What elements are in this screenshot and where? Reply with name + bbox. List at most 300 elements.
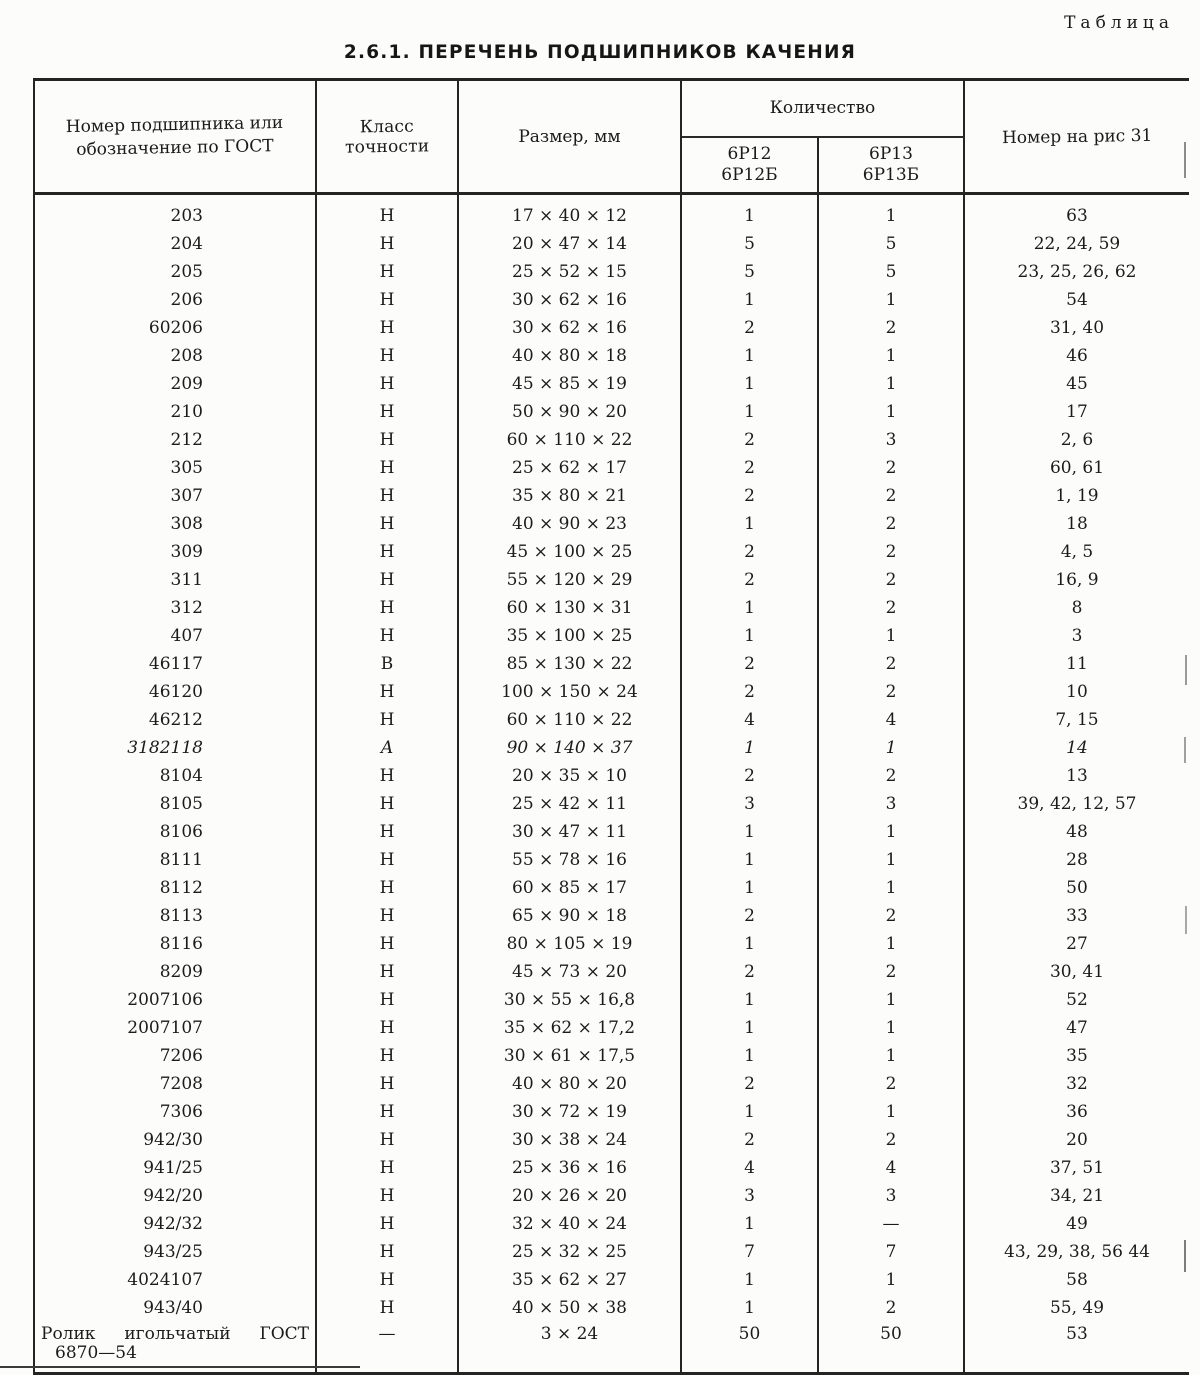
- cell-size: 60 × 110 × 22: [458, 706, 681, 734]
- cell-size: 40 × 90 × 23: [458, 510, 681, 538]
- cell-size: 30 × 62 × 16: [458, 314, 681, 342]
- cell-qty-6r12: 1: [681, 1098, 818, 1126]
- cell-bearing-number: 943/25: [34, 1238, 316, 1266]
- cell-qty-6r12: 7: [681, 1238, 818, 1266]
- cell-figure-number: 1, 19: [1055, 486, 1099, 506]
- table-row: [34, 370, 1189, 398]
- cell-qty-6r13: 1: [818, 1266, 964, 1294]
- cell-qty-6r12: 2: [681, 482, 818, 510]
- cell-accuracy-class: Н: [316, 342, 458, 370]
- cell-size: 45 × 73 × 20: [458, 958, 681, 986]
- cell-bearing-number: 46212: [34, 706, 316, 734]
- cell-accuracy-class: Н: [316, 1126, 458, 1154]
- table-row: [34, 930, 1189, 958]
- cell-size: 40 × 80 × 20: [458, 1070, 681, 1098]
- cell-qty-6r13: 2: [818, 762, 964, 790]
- table-corner-label: Таблица: [1064, 13, 1174, 33]
- cell-size: 25 × 42 × 11: [458, 790, 681, 818]
- cell-size: 32 × 40 × 24: [458, 1210, 681, 1238]
- cell-accuracy-class: А: [316, 734, 458, 762]
- cell-figure-number: 13: [1066, 766, 1088, 786]
- cell-figure-number: 53: [1066, 1324, 1088, 1344]
- cell-qty-6r12: 2: [681, 426, 818, 454]
- table-row: [34, 818, 1189, 846]
- cell-figure-number: 8: [1071, 598, 1083, 618]
- cell-qty-6r12: 1: [681, 398, 818, 426]
- scan-artifact: [1185, 906, 1187, 934]
- cell-qty-6r12: 1: [681, 986, 818, 1014]
- scan-artifact: [1184, 142, 1186, 178]
- cell-accuracy-class: Н: [316, 762, 458, 790]
- cell-accuracy-class: Н: [316, 1266, 458, 1294]
- table-header: [34, 80, 1189, 194]
- cell-qty-6r12: 1: [681, 342, 818, 370]
- cell-accuracy-class: Н: [316, 622, 458, 650]
- cell-accuracy-class: В: [316, 650, 458, 678]
- cell-accuracy-class: Н: [316, 1098, 458, 1126]
- cell-size: 35 × 62 × 27: [458, 1266, 681, 1294]
- table-row: [34, 426, 1189, 454]
- cell-qty-6r13: 2: [818, 510, 964, 538]
- cell-bearing-number: 4024107: [34, 1266, 316, 1294]
- cell-accuracy-class: Н: [316, 1014, 458, 1042]
- cell-qty-6r12: 50: [681, 1322, 818, 1374]
- cell-qty-6r12: 2: [681, 566, 818, 594]
- cell-bearing-number: 210: [34, 398, 316, 426]
- bearings-table: [33, 78, 1189, 1375]
- cell-figure-number: 46: [1066, 346, 1088, 366]
- cell-figure-number: 63: [1066, 206, 1088, 226]
- cell-size: 55 × 120 × 29: [458, 566, 681, 594]
- cell-size: 50 × 90 × 20: [458, 398, 681, 426]
- cell-accuracy-class: Н: [316, 510, 458, 538]
- table-row: [34, 194, 1189, 231]
- cell-bearing-number: 8116: [34, 930, 316, 958]
- cell-accuracy-class: Н: [316, 538, 458, 566]
- table-row: [34, 1042, 1189, 1070]
- cell-accuracy-class: Н: [316, 426, 458, 454]
- cell-qty-6r13: 7: [818, 1238, 964, 1266]
- cell-bearing-number: 8106: [34, 818, 316, 846]
- cell-size: 35 × 62 × 17,2: [458, 1014, 681, 1042]
- cell-qty-6r12: 1: [681, 930, 818, 958]
- cell-figure-number: 30, 41: [1049, 962, 1105, 982]
- cell-figure-number: 55, 49: [1049, 1298, 1105, 1318]
- cell-qty-6r12: 4: [681, 706, 818, 734]
- cell-size: 30 × 61 × 17,5: [458, 1042, 681, 1070]
- cell-accuracy-class: Н: [316, 678, 458, 706]
- cell-bearing-number: 7206: [34, 1042, 316, 1070]
- cell-accuracy-class: Н: [316, 1070, 458, 1098]
- cell-qty-6r13: 1: [818, 734, 964, 762]
- cell-size: 20 × 35 × 10: [458, 762, 681, 790]
- cell-qty-6r13: 5: [818, 258, 964, 286]
- cell-figure-number: 33: [1066, 906, 1088, 926]
- cell-bearing-number: 206: [34, 286, 316, 314]
- cell-accuracy-class: Н: [316, 818, 458, 846]
- cell-accuracy-class: Н: [316, 1294, 458, 1322]
- cell-bearing-number: 307: [34, 482, 316, 510]
- cell-qty-6r12: 2: [681, 762, 818, 790]
- cell-bearing-number: 312: [34, 594, 316, 622]
- table-row: [34, 1126, 1189, 1154]
- cell-figure-number: 39, 42, 12, 57: [1017, 794, 1137, 814]
- cell-accuracy-class: Н: [316, 370, 458, 398]
- cell-qty-6r12: 3: [681, 1182, 818, 1210]
- cell-qty-6r12: 1: [681, 846, 818, 874]
- cell-bearing-number: 309: [34, 538, 316, 566]
- table-row: [34, 958, 1189, 986]
- cell-qty-6r13: 2: [818, 538, 964, 566]
- cell-accuracy-class: Н: [316, 594, 458, 622]
- cell-accuracy-class: Н: [316, 1182, 458, 1210]
- cell-qty-6r13: 1: [818, 370, 964, 398]
- cell-accuracy-class: Н: [316, 454, 458, 482]
- cell-size: 45 × 85 × 19: [458, 370, 681, 398]
- cell-bearing-number: 46117: [34, 650, 316, 678]
- cell-bearing-number: 8113: [34, 902, 316, 930]
- table-row: [34, 790, 1189, 818]
- table-row: [34, 1210, 1189, 1238]
- cell-bearing-number: 205: [34, 258, 316, 286]
- cell-size: 100 × 150 × 24: [458, 678, 681, 706]
- cell-size: 55 × 78 × 16: [458, 846, 681, 874]
- cell-figure-number: 50: [1066, 878, 1088, 898]
- cell-qty-6r13: 4: [818, 1154, 964, 1182]
- cell-qty-6r12: 1: [681, 1014, 818, 1042]
- cell-qty-6r12: 1: [681, 510, 818, 538]
- cell-qty-6r13: 3: [818, 426, 964, 454]
- table-body: [34, 194, 1189, 1374]
- cell-accuracy-class: Н: [316, 986, 458, 1014]
- cell-size: 30 × 47 × 11: [458, 818, 681, 846]
- cell-bearing-number: 8104: [34, 762, 316, 790]
- cell-figure-number: 45: [1066, 374, 1088, 394]
- cell-figure-number: 35: [1066, 1046, 1088, 1066]
- table-row: [34, 258, 1189, 286]
- table-row: [34, 510, 1189, 538]
- cell-qty-6r13: 2: [818, 678, 964, 706]
- table-row: [34, 1238, 1189, 1266]
- page-title: 2.6.1. ПЕРЕЧЕНЬ ПОДШИПНИКОВ КАЧЕНИЯ: [343, 42, 857, 63]
- cell-qty-6r13: —: [818, 1210, 964, 1238]
- cell-size: 35 × 80 × 21: [458, 482, 681, 510]
- cell-qty-6r12: 2: [681, 538, 818, 566]
- cell-size: 80 × 105 × 19: [458, 930, 681, 958]
- cell-figure-number: 32: [1066, 1074, 1088, 1094]
- cell-accuracy-class: Н: [316, 706, 458, 734]
- scan-artifact: [1184, 1240, 1186, 1272]
- cell-qty-6r13: 5: [818, 230, 964, 258]
- cell-qty-6r13: 2: [818, 1294, 964, 1322]
- cell-qty-6r12: 2: [681, 902, 818, 930]
- cell-size: 30 × 38 × 24: [458, 1126, 681, 1154]
- cell-qty-6r12: 2: [681, 1070, 818, 1098]
- cell-figure-number: 54: [1066, 290, 1088, 310]
- cell-qty-6r13: 2: [818, 482, 964, 510]
- cell-size: 65 × 90 × 18: [458, 902, 681, 930]
- cell-bearing-number: 46120: [34, 678, 316, 706]
- cell-qty-6r12: 4: [681, 1154, 818, 1182]
- cell-figure-number: 20: [1066, 1130, 1088, 1150]
- cell-accuracy-class: Н: [316, 314, 458, 342]
- cell-size: 17 × 40 × 12: [458, 194, 681, 231]
- cell-bearing-number: 3182118: [34, 734, 316, 762]
- cell-figure-number: 18: [1066, 514, 1088, 534]
- cell-qty-6r13: 1: [818, 194, 964, 231]
- cell-qty-6r13: 1: [818, 1098, 964, 1126]
- cell-size: 40 × 50 × 38: [458, 1294, 681, 1322]
- cell-qty-6r13: 2: [818, 958, 964, 986]
- cell-qty-6r12: 2: [681, 314, 818, 342]
- cell-qty-6r12: 1: [681, 1042, 818, 1070]
- table-row: [34, 622, 1189, 650]
- cell-size: 35 × 100 × 25: [458, 622, 681, 650]
- cell-size: 25 × 36 × 16: [458, 1154, 681, 1182]
- cell-size: 30 × 55 × 16,8: [458, 986, 681, 1014]
- cell-accuracy-class: Н: [316, 790, 458, 818]
- cell-size: 60 × 110 × 22: [458, 426, 681, 454]
- header-qty-6r13: 6Р13 6Р13Б: [818, 137, 964, 194]
- cell-qty-6r13: 1: [818, 874, 964, 902]
- cell-bearing-number: 8112: [34, 874, 316, 902]
- header-size: Размер, мм: [458, 80, 681, 194]
- cell-accuracy-class: Н: [316, 958, 458, 986]
- table-row: [34, 734, 1189, 762]
- table-row: [34, 986, 1189, 1014]
- table-row: [34, 762, 1189, 790]
- cell-qty-6r13: 1: [818, 1014, 964, 1042]
- cell-bearing-number: 311: [34, 566, 316, 594]
- cell-size: 25 × 62 × 17: [458, 454, 681, 482]
- cell-bearing-number: 212: [34, 426, 316, 454]
- table-row: [34, 1098, 1189, 1126]
- cell-bearing-number: 209: [34, 370, 316, 398]
- header-bearing-number: [34, 80, 316, 194]
- cell-bearing-number: 942/20: [34, 1182, 316, 1210]
- cell-figure-number: 2, 6: [1060, 430, 1094, 450]
- cell-qty-6r13: 1: [818, 818, 964, 846]
- cell-accuracy-class: Н: [316, 902, 458, 930]
- cell-qty-6r13: 2: [818, 454, 964, 482]
- cell-accuracy-class: Н: [316, 1210, 458, 1238]
- cell-figure-number: 10: [1066, 682, 1088, 702]
- cell-qty-6r13: 1: [818, 286, 964, 314]
- cell-size: 60 × 85 × 17: [458, 874, 681, 902]
- cell-bearing-number: 305: [34, 454, 316, 482]
- cell-bearing-number: 942/32: [34, 1210, 316, 1238]
- cell-bearing-number: 308: [34, 510, 316, 538]
- cell-qty-6r12: 1: [681, 1294, 818, 1322]
- scan-artifact: [0, 1366, 360, 1368]
- cell-qty-6r12: 2: [681, 958, 818, 986]
- cell-bearing-number: 7306: [34, 1098, 316, 1126]
- cell-size: 20 × 26 × 20: [458, 1182, 681, 1210]
- table-row: [34, 1294, 1189, 1322]
- cell-size: 25 × 32 × 25: [458, 1238, 681, 1266]
- cell-figure-number: 23, 25, 26, 62: [1017, 262, 1137, 282]
- cell-qty-6r12: 2: [681, 1126, 818, 1154]
- cell-size: 30 × 62 × 16: [458, 286, 681, 314]
- bearing-designation-line2: 6870—54: [55, 1343, 137, 1363]
- cell-size: 90 × 140 × 37: [458, 734, 681, 762]
- cell-qty-6r13: 2: [818, 902, 964, 930]
- table-row: [34, 286, 1189, 314]
- cell-figure-number: 27: [1066, 934, 1088, 954]
- bearing-designation-line1: Ролик игольчатый ГОСТ: [41, 1324, 309, 1344]
- cell-size: 20 × 47 × 14: [458, 230, 681, 258]
- cell-qty-6r13: 1: [818, 930, 964, 958]
- cell-accuracy-class: Н: [316, 286, 458, 314]
- cell-bearing-number: 60206: [34, 314, 316, 342]
- cell-size: 85 × 130 × 22: [458, 650, 681, 678]
- cell-qty-6r12: 1: [681, 1266, 818, 1294]
- cell-qty-6r13: 2: [818, 1070, 964, 1098]
- table-row: [34, 1014, 1189, 1042]
- cell-qty-6r12: 1: [681, 594, 818, 622]
- cell-qty-6r13: 1: [818, 622, 964, 650]
- cell-qty-6r13: 1: [818, 986, 964, 1014]
- cell-size: 3 × 24: [458, 1322, 681, 1374]
- cell-qty-6r13: 2: [818, 314, 964, 342]
- cell-figure-number: 7, 15: [1055, 710, 1099, 730]
- cell-figure-number: 48: [1066, 822, 1088, 842]
- cell-accuracy-class: Н: [316, 482, 458, 510]
- cell-figure-number: 34, 21: [1049, 1186, 1105, 1206]
- cell-size: 60 × 130 × 31: [458, 594, 681, 622]
- table-row: [34, 482, 1189, 510]
- cell-bearing-number: 407: [34, 622, 316, 650]
- cell-bearing-number: 943/40: [34, 1294, 316, 1322]
- cell-figure-number: 36: [1066, 1102, 1088, 1122]
- cell-bearing-number: 2007107: [34, 1014, 316, 1042]
- cell-qty-6r12: 2: [681, 454, 818, 482]
- cell-figure-number: 31, 40: [1049, 318, 1105, 338]
- cell-figure-number: 43, 29, 38, 56 44: [1004, 1242, 1150, 1262]
- cell-figure-number: 60, 61: [1049, 458, 1105, 478]
- cell-qty-6r13: 50: [818, 1322, 964, 1374]
- cell-bearing-number: 941/25: [34, 1154, 316, 1182]
- cell-qty-6r12: 2: [681, 650, 818, 678]
- cell-qty-6r12: 1: [681, 194, 818, 231]
- table-row: [34, 1266, 1189, 1294]
- cell-figure-number: 52: [1066, 990, 1088, 1010]
- cell-qty-6r13: 1: [818, 342, 964, 370]
- cell-bearing-number: 2007106: [34, 986, 316, 1014]
- cell-accuracy-class: Н: [316, 258, 458, 286]
- table-row: [34, 230, 1189, 258]
- cell-accuracy-class: Н: [316, 1154, 458, 1182]
- table-row: [34, 846, 1189, 874]
- cell-qty-6r12: 2: [681, 678, 818, 706]
- header-accuracy-class: Класс точности: [316, 80, 458, 194]
- table-row: [34, 454, 1189, 482]
- cell-accuracy-class: Н: [316, 398, 458, 426]
- cell-qty-6r12: 1: [681, 874, 818, 902]
- header-quantity: Количество: [681, 80, 964, 137]
- cell-size: 30 × 72 × 19: [458, 1098, 681, 1126]
- cell-qty-6r13: 2: [818, 650, 964, 678]
- table-row: [34, 1070, 1189, 1098]
- cell-qty-6r13: 4: [818, 706, 964, 734]
- cell-figure-number: 11: [1066, 654, 1088, 674]
- cell-accuracy-class: Н: [316, 874, 458, 902]
- cell-figure-number: 14: [1066, 738, 1088, 758]
- cell-bearing-number: 7208: [34, 1070, 316, 1098]
- cell-qty-6r13: 2: [818, 1126, 964, 1154]
- cell-figure-number: 3: [1071, 626, 1083, 646]
- cell-figure-number: 16, 9: [1055, 570, 1099, 590]
- cell-qty-6r13: 1: [818, 846, 964, 874]
- cell-figure-number: 28: [1066, 850, 1088, 870]
- table-row: [34, 1154, 1189, 1182]
- cell-qty-6r12: 1: [681, 734, 818, 762]
- table-row: [34, 314, 1189, 342]
- cell-qty-6r13: 3: [818, 1182, 964, 1210]
- cell-qty-6r12: 1: [681, 370, 818, 398]
- cell-qty-6r12: 1: [681, 622, 818, 650]
- scan-artifact: [1185, 655, 1187, 685]
- table-row: [34, 706, 1189, 734]
- cell-bearing-number: 208: [34, 342, 316, 370]
- cell-bearing-number: 8111: [34, 846, 316, 874]
- cell-qty-6r12: 1: [681, 818, 818, 846]
- cell-qty-6r12: 1: [681, 1210, 818, 1238]
- cell-qty-6r13: 1: [818, 1042, 964, 1070]
- table-row: [34, 342, 1189, 370]
- table-row: [34, 594, 1189, 622]
- cell-qty-6r12: 1: [681, 286, 818, 314]
- cell-figure-number: 17: [1066, 402, 1088, 422]
- cell-bearing-number: 8209: [34, 958, 316, 986]
- table-row: [34, 538, 1189, 566]
- table-row: [34, 874, 1189, 902]
- cell-bearing-number: 942/30: [34, 1126, 316, 1154]
- table-row: [34, 1182, 1189, 1210]
- header-bearing-number-line2: обозначение по ГОСТ: [76, 135, 275, 160]
- table-row: [34, 902, 1189, 930]
- cell-accuracy-class: Н: [316, 1042, 458, 1070]
- cell-qty-6r12: 5: [681, 230, 818, 258]
- cell-accuracy-class: Н: [316, 930, 458, 958]
- cell-figure-number: 49: [1066, 1214, 1088, 1234]
- cell-qty-6r13: 2: [818, 566, 964, 594]
- header-figure-number: Номер на рис 31: [964, 80, 1189, 194]
- cell-qty-6r13: 3: [818, 790, 964, 818]
- table-row: [34, 650, 1189, 678]
- cell-qty-6r12: 3: [681, 790, 818, 818]
- cell-figure-number: 37, 51: [1049, 1158, 1105, 1178]
- header-qty-6r12: 6Р12 6Р12Б: [681, 137, 818, 194]
- cell-accuracy-class: Н: [316, 194, 458, 231]
- cell-size: 45 × 100 × 25: [458, 538, 681, 566]
- cell-figure-number: 58: [1066, 1270, 1088, 1290]
- cell-accuracy-class: —: [316, 1322, 458, 1374]
- cell-bearing-number: 8105: [34, 790, 316, 818]
- cell-figure-number: 22, 24, 59: [1033, 234, 1121, 254]
- cell-size: 40 × 80 × 18: [458, 342, 681, 370]
- table-row: [34, 398, 1189, 426]
- cell-figure-number: 4, 5: [1060, 542, 1094, 562]
- cell-size: 25 × 52 × 15: [458, 258, 681, 286]
- cell-qty-6r13: 2: [818, 594, 964, 622]
- cell-accuracy-class: Н: [316, 1238, 458, 1266]
- cell-accuracy-class: Н: [316, 846, 458, 874]
- cell-qty-6r13: 1: [818, 398, 964, 426]
- table-row: [34, 678, 1189, 706]
- cell-qty-6r12: 5: [681, 258, 818, 286]
- cell-figure-number: 47: [1066, 1018, 1088, 1038]
